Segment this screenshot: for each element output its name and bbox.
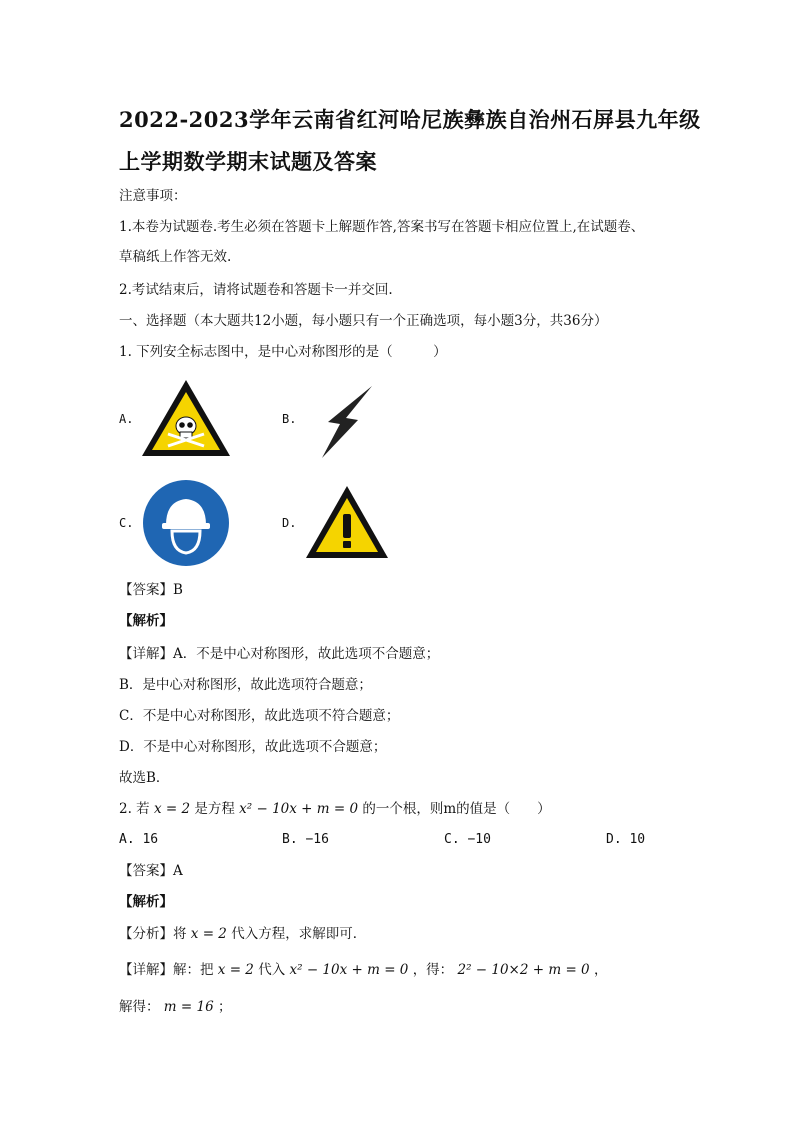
q2-detail-prefix: 【详解】解：把 [119,962,214,978]
document-title-line-2: 上学期数学期末试题及答案 [119,149,377,174]
q2-detail-middle-2: ，得： [412,962,454,978]
q1-conclusion: 故选B． [119,770,170,786]
q2-choice-c: C. −10 [444,832,491,847]
q2-detail-end: ， [593,962,608,978]
skull-warning-sign-icon [140,378,232,458]
q2-equation: x² − 10x + m = 0 [239,801,359,817]
exclamation-warning-sign-icon [304,484,390,560]
q1-option-c-label: C. [119,516,134,530]
q1-option-a-label: A. [119,412,134,426]
question-2-stem [119,800,551,818]
q2-fenxi-condition: x = 2 [190,926,227,942]
lightning-bolt-icon [318,384,374,460]
q1-detail-a: 【详解】A．不是中心对称图形，故此选项不合题意； [119,646,440,662]
q1-option-b-label: B. [282,412,297,426]
q2-fenxi [119,925,366,943]
q2-fenxi-prefix: 【分析】将 [119,926,187,942]
q1-detail-b: B．是中心对称图形，故此选项符合题意； [119,677,372,693]
notice-heading: 注意事项： [119,188,187,204]
q2-fenxi-suffix: 代入方程，求解即可． [231,926,367,942]
q2-analysis-heading: 【解析】 [119,894,173,910]
q2-answer: 【答案】A [119,863,183,879]
q1-detail-d: D．不是中心对称图形，故此选项不合题意； [119,739,387,755]
document-title-line-1: 2022-2023学年云南省红河哈尼族彝族自治州石屏县九年级 [119,107,701,132]
q1-option-d-label: D. [282,516,297,530]
notice-item-1b: 草稿纸上作答无效. [119,249,232,265]
q2-detail-equation: x² − 10x + m = 0 [289,962,409,978]
q2-solution-prefix: 解得： [119,999,160,1015]
q1-analysis-heading: 【解析】 [119,613,173,629]
q2-choice-b: B. −16 [282,832,329,847]
q2-solution-end: ； [217,999,232,1015]
q2-detail-middle: 代入 [258,962,286,978]
hard-hat-sign-icon [141,479,231,567]
q2-stem-prefix: 2. 若 [119,801,150,817]
q2-detail [119,961,607,979]
q1-answer: 【答案】B [119,582,183,598]
q2-solution [119,998,231,1016]
section-heading-choice: 一、选择题（本大题共12小题，每小题只有一个正确选项，每小题3分，共36分） [119,313,608,329]
q1-detail-c: C．不是中心对称图形，故此选项不符合题意； [119,708,400,724]
q2-stem-middle: 是方程 [194,801,235,817]
q2-stem-suffix: 的一个根，则m的值是（ ） [362,801,551,817]
q2-choice-d: D. 10 [606,832,646,847]
q2-condition: x = 2 [153,801,191,817]
notice-item-1a: 1.本卷为试题卷.考生必须在答题卡上解题作答,答案书写在答题卡相应位置上,在试题卷、 [119,219,645,235]
q2-solution-value: m = 16 [163,999,214,1015]
q2-detail-substitution: 2² − 10×2 + m = 0 [457,962,590,978]
notice-item-2: 2.考试结束后，请将试题卷和答题卡一并交回. [119,282,393,298]
q2-detail-condition: x = 2 [217,962,254,978]
question-1-stem: 1. 下列安全标志图中，是中心对称图形的是（ ） [119,344,447,360]
q2-choice-a: A. 16 [119,832,159,847]
